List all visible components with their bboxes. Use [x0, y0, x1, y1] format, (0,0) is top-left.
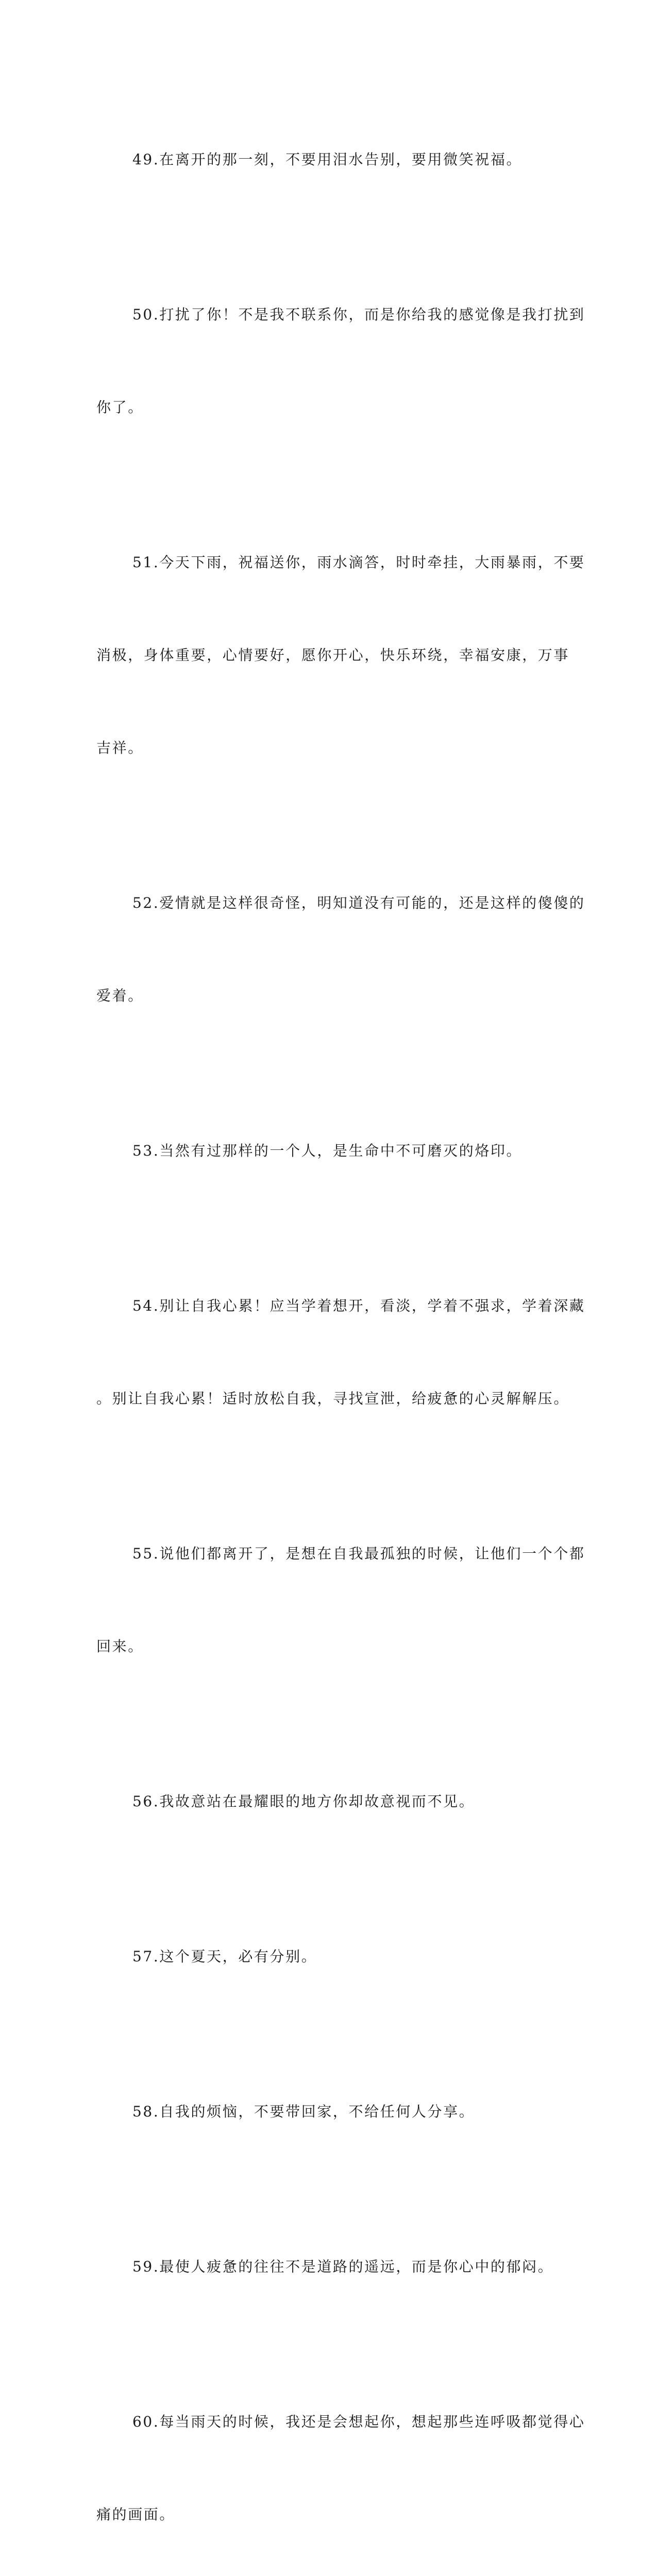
paragraph-line: 56.我故意站在最耀眼的地方你却故意视而不见。: [132, 1793, 475, 1810]
paragraph-line: 53.当然有过那样的一个人，是生命中不可磨灭的烙印。: [132, 1142, 523, 1159]
paragraph-line: 54.别让自我心累！应当学着想开，看淡，学着不强求，学着深藏: [132, 1297, 585, 1314]
paragraph-line: 49.在离开的那一刻，不要用泪水告别，要用微笑祝福。: [132, 151, 523, 168]
paragraph-line: 59.最使人疲惫的往往不是道路的遥远，而是你心中的郁闷。: [132, 2258, 554, 2275]
paragraph-line: 52.爱情就是这样很奇怪，明知道没有可能的，还是这样的傻傻的: [132, 894, 585, 911]
paragraph-52: [96, 826, 585, 1073]
paragraph-55: [96, 1477, 585, 1724]
paragraph-line: 。别让自我心累！适时放松自我，寻找宣泄，给疲惫的心灵解解压。: [96, 1390, 570, 1407]
paragraph-51: [96, 485, 585, 825]
paragraph-50: [96, 238, 585, 485]
paragraph-line: 55.说他们都离开了，是想在自我最孤独的时候，让他们一个个都: [132, 1545, 585, 1562]
paragraph-line: 58.自我的烦恼，不要带回家，不给任何人分享。: [132, 2103, 475, 2120]
paragraph-line: 你了。: [96, 399, 144, 416]
paragraph-60: [96, 2345, 585, 2576]
paragraph-49: [96, 82, 555, 237]
paragraph-line: 爱着。: [96, 987, 144, 1004]
paragraph-58: [96, 2035, 555, 2189]
paragraph-line: 回来。: [96, 1638, 144, 1655]
paragraph-59: [96, 2190, 555, 2344]
paragraph-line: 50.打扰了你！不是我不联系你，而是你给我的感觉像是我打扰到: [132, 306, 585, 323]
paragraph-line: 消极，身体重要，心情要好，愿你开心，快乐环绕，幸福安康，万事: [96, 647, 570, 664]
paragraph-line: 吉祥。: [96, 739, 144, 756]
document-body: [96, 82, 585, 2576]
paragraph-56: [96, 1724, 555, 1879]
paragraph-57: [96, 1879, 555, 2034]
paragraph-line: 51.今天下雨，祝福送你，雨水滴答，时时牵挂，大雨暴雨，不要: [132, 554, 585, 571]
paragraph-line: 60.每当雨天的时候，我还是会想起你，想起那些连呼吸都觉得心: [132, 2413, 585, 2430]
paragraph-line: 痛的画面。: [96, 2506, 176, 2523]
paragraph-line: 57.这个夏天，必有分别。: [132, 1948, 317, 1965]
paragraph-54: [96, 1229, 585, 1476]
paragraph-53: [96, 1074, 555, 1228]
